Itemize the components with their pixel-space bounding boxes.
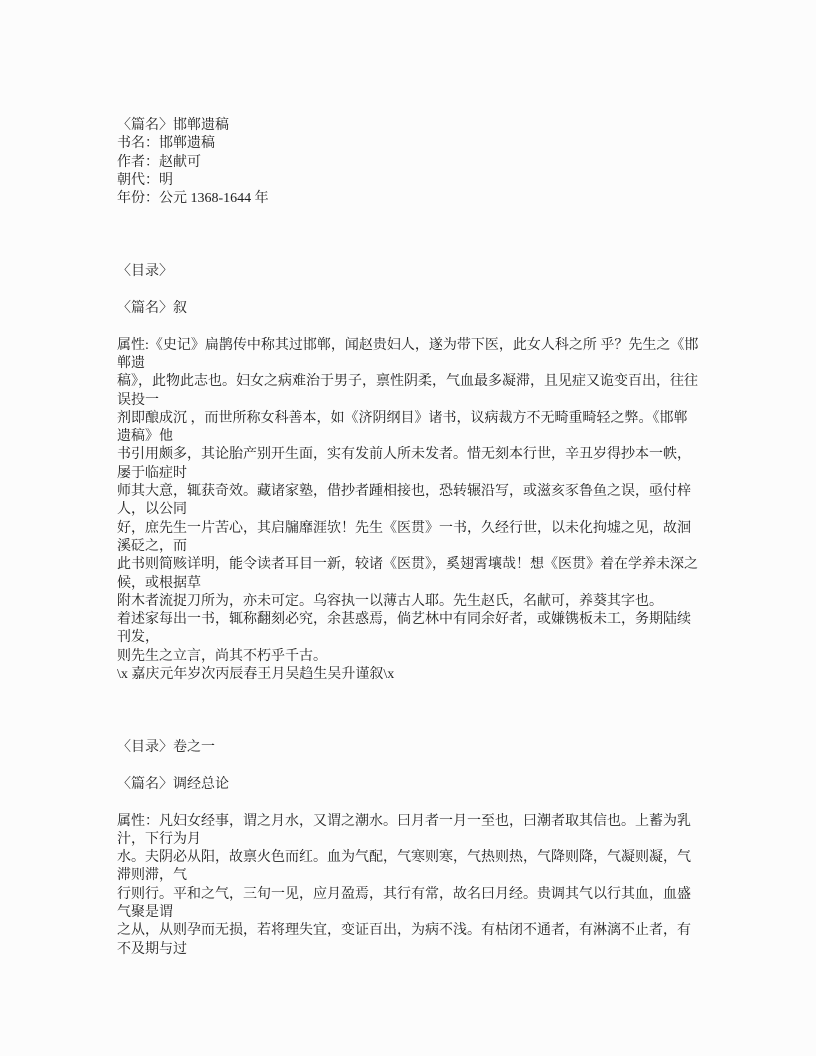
text-line: 之从，从则孕而无损，若将理失宜，变证百出，为病不浅。有枯闭不通者，有淋漓不止者，有 bbox=[117, 923, 691, 939]
text-line: 属性:《史记》扁鹊传中称其过邯郸，闻赵贵妇人，遂为带下医，此女人科之所 乎？先生之《邯 bbox=[117, 337, 699, 353]
text-line: 不及期与过 bbox=[117, 941, 187, 957]
text-line: \x 嘉庆元年岁次丙辰春王月吴趋生吴升谨叙\x bbox=[117, 667, 395, 683]
text-line: 剂即酿成沉 ，而世所称女科善本，如《济阴纲目》诸书，议病裁方不无畸重畸轻之弊。《邯郸 bbox=[117, 410, 688, 426]
text-line: 屡于临症时 bbox=[117, 465, 187, 481]
text-line: 书引用颇多，其论胎产别开生面，实有发前人所未发者。惜无刻本行世，辛丑岁得抄本一帙， bbox=[117, 447, 691, 463]
text-line: 着述家每出一书，辄称翻刻必究，余甚惑焉，倘艺林中有同余好者，或嫌镌板未工，务期陆续 bbox=[117, 612, 691, 628]
text-line: 滞则滞，气 bbox=[117, 868, 187, 884]
doc-header bbox=[117, 117, 726, 208]
text-line: 好，庶先生一片苦心，其启牖靡涯欤！先生《医贯》一书，久经行世，以未化拘墟之见，故洄 bbox=[117, 520, 691, 536]
text-line: 稿》，此物此志也。妇女之病难治于男子，禀性阴柔，气血最多凝滞，且见症又诡变百出，往往 bbox=[117, 374, 698, 390]
text-line: 〈篇名〉邯郸遗稿 bbox=[117, 118, 229, 133]
text-line: 候，或根据草 bbox=[117, 575, 201, 591]
text-line: 误投一 bbox=[117, 392, 159, 408]
section-xu bbox=[117, 263, 726, 684]
section-title: 〈篇名〉叙 bbox=[117, 301, 187, 317]
text-line: 人，以公同 bbox=[117, 502, 187, 518]
text-line: 郸遗 bbox=[117, 355, 145, 371]
section-title: 〈篇名〉调经总论 bbox=[117, 776, 229, 792]
text-line: 此书则简赅详明，能令读者耳目一新，较诸《医贯》，奚翅霄壤哉！想《医贯》着在学养未深之 bbox=[117, 557, 698, 573]
text-line: 年份：公元 1368-1644 年 bbox=[117, 191, 269, 207]
text-line: 书名：邯郸遗稿 bbox=[117, 136, 215, 152]
text-line: 师其大意，辄获奇效。藏诸家塾，借抄者踵相接也，恐转辗沿写，或滋亥豕鲁鱼之误，亟付梓 bbox=[117, 484, 691, 500]
text-line: 属性：凡妇女经事，谓之月水，又谓之潮水。曰月者一月一至也，曰潮者取其信也。上蓄为乳 bbox=[117, 813, 691, 829]
text-line: 汁，下行为月 bbox=[117, 831, 201, 847]
section-tiaojing-zonglun bbox=[117, 739, 726, 959]
text-line: 溪砭之，而 bbox=[117, 538, 187, 554]
text-line: 水。夫阴必从阳，故禀火色而红。血为气配，气寒则寒，气热则热，气降则降，气凝则凝，气 bbox=[117, 850, 691, 866]
text-line: 朝代：明 bbox=[117, 172, 173, 188]
text-line: 作者：赵献可 bbox=[117, 154, 201, 170]
section-body bbox=[117, 337, 726, 685]
section-body bbox=[117, 813, 726, 959]
text-line: 刊发， bbox=[117, 630, 159, 646]
toc-heading: 〈目录〉 bbox=[117, 264, 173, 280]
text-line: 行则行。平和之气，三旬一见，应月盈焉，其行有常，故名曰月经。贵调其气以行其血，血盛 bbox=[117, 886, 691, 902]
text-line: 遗稿》他 bbox=[117, 429, 173, 445]
text-line: 附木者流捉刀所为，亦未可定。乌容执一以薄古人耶。先生赵氏，名献可，养葵其字也。 bbox=[117, 593, 663, 609]
text-line: 气聚是谓 bbox=[117, 904, 173, 920]
toc-heading: 〈目录〉卷之一 bbox=[117, 740, 215, 756]
text-line: 则先生之立言，尚其不朽乎千古。 bbox=[117, 648, 327, 664]
